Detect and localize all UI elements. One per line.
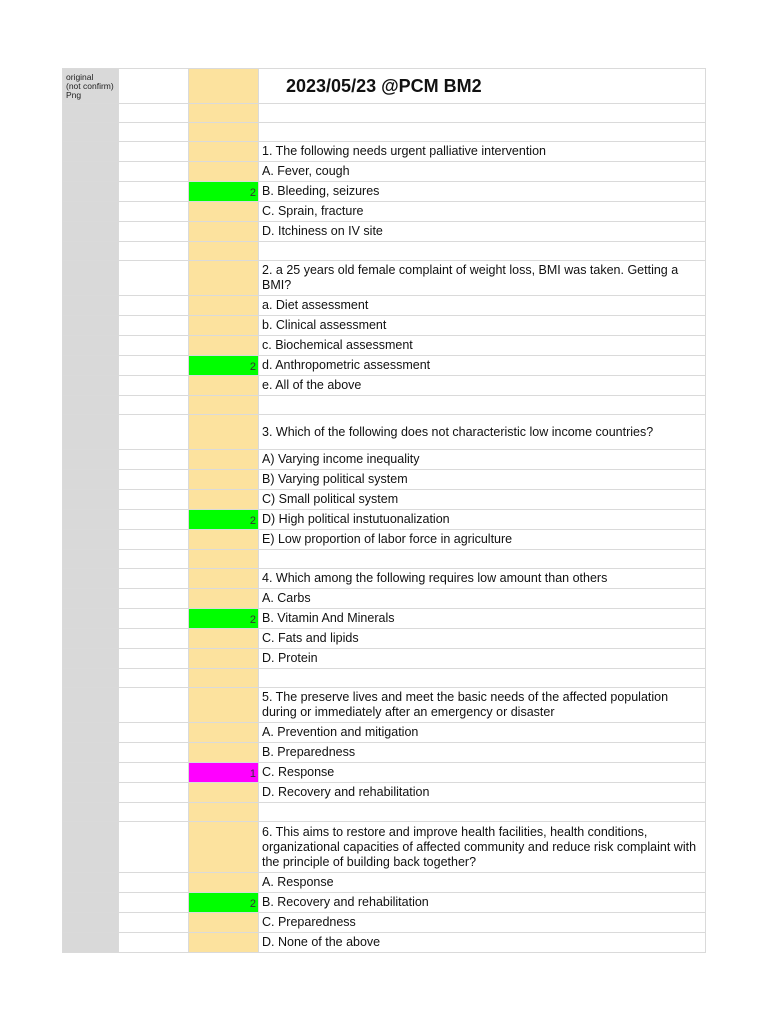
- cell-col-a[interactable]: [63, 470, 119, 490]
- cell-col-b[interactable]: [119, 162, 189, 182]
- question-cell[interactable]: [259, 913, 706, 933]
- cell-col-c[interactable]: [189, 415, 259, 450]
- question-text: B. Preparedness: [262, 745, 356, 759]
- cell-col-a[interactable]: [63, 822, 119, 873]
- question-cell[interactable]: [259, 743, 706, 763]
- cell-col-b[interactable]: [119, 589, 189, 609]
- cell-col-b[interactable]: [119, 530, 189, 550]
- table-row: [63, 396, 706, 415]
- question-text: 4. Which among the following requires low amount than others: [262, 571, 608, 585]
- answer-count: [256, 455, 258, 467]
- question-cell[interactable]: [259, 222, 706, 242]
- table-row: [63, 783, 706, 803]
- answer-count: [256, 207, 258, 219]
- question-cell[interactable]: [259, 396, 706, 415]
- answer-mark-cell[interactable]: [189, 510, 259, 530]
- header-cell-c[interactable]: [189, 69, 259, 104]
- question-cell[interactable]: [259, 182, 706, 202]
- cell-col-b[interactable]: [119, 569, 189, 589]
- question-cell[interactable]: [259, 649, 706, 669]
- answer-count: [256, 788, 258, 800]
- question-cell[interactable]: [259, 510, 706, 530]
- cell-col-b[interactable]: [119, 202, 189, 222]
- question-cell[interactable]: [259, 376, 706, 396]
- question-cell[interactable]: [259, 162, 706, 182]
- question-text: D. None of the above: [262, 935, 381, 949]
- table-row: [63, 569, 706, 589]
- question-cell[interactable]: [259, 783, 706, 803]
- cell-col-c[interactable]: [189, 261, 259, 296]
- cell-col-c[interactable]: [189, 530, 259, 550]
- question-cell[interactable]: [259, 873, 706, 893]
- cell-col-a[interactable]: [63, 142, 119, 162]
- table-row: [63, 763, 706, 783]
- cell-col-a[interactable]: [63, 202, 119, 222]
- question-cell[interactable]: [259, 688, 706, 723]
- question-cell[interactable]: [259, 123, 706, 142]
- cell-col-c[interactable]: [189, 589, 259, 609]
- cell-col-b[interactable]: [119, 688, 189, 723]
- answer-count: [256, 728, 258, 740]
- question-text: A. Fever, cough: [262, 164, 350, 178]
- cell-col-c[interactable]: [189, 470, 259, 490]
- cell-col-c[interactable]: [189, 649, 259, 669]
- table-row: [63, 803, 706, 822]
- cell-col-b[interactable]: [119, 763, 189, 783]
- question-text: e. All of the above: [262, 378, 362, 392]
- table-row: [63, 893, 706, 913]
- cell-col-b[interactable]: [119, 261, 189, 296]
- cell-col-a[interactable]: [63, 296, 119, 316]
- answer-count: [256, 748, 258, 760]
- question-cell[interactable]: [259, 550, 706, 569]
- table-row: [63, 530, 706, 550]
- cell-col-b[interactable]: [119, 629, 189, 649]
- answer-count: [256, 273, 258, 285]
- question-text: C. Fats and lipids: [262, 631, 359, 645]
- page-title: 2023/05/23 @PCM BM2: [286, 75, 482, 96]
- table-row: [63, 933, 706, 953]
- question-text: A. Prevention and mitigation: [262, 725, 419, 739]
- question-cell[interactable]: [259, 104, 706, 123]
- table-row: [63, 162, 706, 182]
- cell-col-b[interactable]: [119, 873, 189, 893]
- header-note: original (not confirm) Png: [66, 71, 114, 100]
- table-row: [63, 316, 706, 336]
- question-text: D. Protein: [262, 651, 318, 665]
- table-row: [63, 629, 706, 649]
- answer-mark-cell[interactable]: [189, 609, 259, 629]
- question-cell[interactable]: [259, 933, 706, 953]
- cell-col-c[interactable]: [189, 550, 259, 569]
- question-cell[interactable]: [259, 336, 706, 356]
- question-cell[interactable]: [259, 142, 706, 162]
- cell-col-b[interactable]: [119, 182, 189, 202]
- header-cell-b[interactable]: [119, 69, 189, 104]
- answer-count: [256, 673, 258, 685]
- spreadsheet-body: [63, 69, 706, 953]
- answer-mark-cell[interactable]: [189, 893, 259, 913]
- answer-count: [256, 554, 258, 566]
- table-row: [63, 182, 706, 202]
- table-row: [63, 470, 706, 490]
- answer-count: [256, 878, 258, 890]
- cell-col-b[interactable]: [119, 933, 189, 953]
- cell-col-b[interactable]: [119, 415, 189, 450]
- question-text: C. Preparedness: [262, 915, 356, 929]
- table-row: [63, 142, 706, 162]
- answer-count: [256, 167, 258, 179]
- cell-col-b[interactable]: [119, 669, 189, 688]
- question-text: 2. a 25 years old female complaint of weight loss, BMI was taken. Getting a BMI?: [262, 263, 679, 292]
- header-note-cell[interactable]: [63, 69, 119, 104]
- cell-col-a[interactable]: [63, 649, 119, 669]
- cell-col-b[interactable]: [119, 356, 189, 376]
- cell-col-b[interactable]: [119, 376, 189, 396]
- cell-col-c[interactable]: [189, 296, 259, 316]
- question-cell[interactable]: [259, 569, 706, 589]
- cell-col-a[interactable]: [63, 376, 119, 396]
- question-text: a. Diet assessment: [262, 298, 369, 312]
- question-cell[interactable]: [259, 669, 706, 688]
- question-text: E) Low proportion of labor force in agriculture: [262, 532, 513, 546]
- cell-col-b[interactable]: [119, 510, 189, 530]
- question-text: D) High political instutuonalization: [262, 512, 450, 526]
- table-row: [63, 510, 706, 530]
- question-text: 1. The following needs urgent palliative intervention: [262, 144, 546, 158]
- cell-col-a[interactable]: [63, 162, 119, 182]
- cell-col-c[interactable]: [189, 669, 259, 688]
- question-text: [259, 810, 705, 814]
- cell-col-a[interactable]: [63, 629, 119, 649]
- answer-count: [256, 108, 258, 120]
- question-cell[interactable]: [259, 202, 706, 222]
- question-cell[interactable]: [259, 723, 706, 743]
- answer-count: [256, 127, 258, 139]
- question-text: d. Anthropometric assessment: [262, 358, 431, 372]
- cell-col-a[interactable]: [63, 688, 119, 723]
- cell-col-a[interactable]: [63, 415, 119, 450]
- cell-col-a[interactable]: [63, 104, 119, 123]
- question-text: b. Clinical assessment: [262, 318, 387, 332]
- table-row: [63, 296, 706, 316]
- title-cell[interactable]: [259, 69, 706, 104]
- cell-col-b[interactable]: [119, 104, 189, 123]
- cell-col-a[interactable]: [63, 490, 119, 510]
- cell-col-b[interactable]: [119, 222, 189, 242]
- answer-count: [256, 147, 258, 159]
- cell-col-a[interactable]: [63, 550, 119, 569]
- answer-count: [256, 700, 258, 712]
- question-text: 5. The preserve lives and meet the basic needs of the affected population during or immediately after an emergency or disaster: [262, 690, 669, 719]
- cell-col-c[interactable]: [189, 569, 259, 589]
- table-row: [63, 222, 706, 242]
- answer-count: [256, 938, 258, 950]
- cell-col-b[interactable]: [119, 450, 189, 470]
- cell-col-c[interactable]: [189, 162, 259, 182]
- table-row: [63, 913, 706, 933]
- cell-col-b[interactable]: [119, 609, 189, 629]
- answer-count: 2: [249, 514, 256, 527]
- table-row: [63, 415, 706, 450]
- question-text: C. Sprain, fracture: [262, 204, 364, 218]
- answer-count: 2: [249, 897, 256, 910]
- cell-col-c[interactable]: [189, 336, 259, 356]
- table-row: [63, 609, 706, 629]
- cell-col-a[interactable]: [63, 530, 119, 550]
- cell-col-c[interactable]: [189, 933, 259, 953]
- cell-col-c[interactable]: [189, 142, 259, 162]
- answer-count: [256, 227, 258, 239]
- cell-col-a[interactable]: [63, 933, 119, 953]
- cell-col-b[interactable]: [119, 723, 189, 743]
- question-text: B. Recovery and rehabilitation: [262, 895, 429, 909]
- question-text: 6. This aims to restore and improve health facilities, health conditions, organizational capacities of affected community and reduce risk complaint with the principle of building back together?: [262, 824, 697, 869]
- question-text: [259, 676, 705, 680]
- spreadsheet-grid: [62, 68, 706, 953]
- question-cell[interactable]: [259, 470, 706, 490]
- cell-col-c[interactable]: [189, 222, 259, 242]
- table-row: [63, 873, 706, 893]
- cell-col-b[interactable]: [119, 242, 189, 261]
- question-cell[interactable]: [259, 415, 706, 450]
- answer-mark-cell[interactable]: [189, 182, 259, 202]
- cell-col-c[interactable]: [189, 450, 259, 470]
- cell-col-b[interactable]: [119, 803, 189, 822]
- table-row: [63, 723, 706, 743]
- question-text: B. Bleeding, seizures: [262, 184, 380, 198]
- table-row: [63, 822, 706, 873]
- table-row: [63, 336, 706, 356]
- table-row: [63, 261, 706, 296]
- answer-count: [256, 400, 258, 412]
- table-row: [63, 550, 706, 569]
- table-row: [63, 376, 706, 396]
- question-cell[interactable]: [259, 763, 706, 783]
- question-text: C. Response: [262, 765, 335, 779]
- question-text: A. Carbs: [262, 591, 311, 605]
- cell-col-a[interactable]: [63, 893, 119, 913]
- cell-col-b[interactable]: [119, 470, 189, 490]
- question-cell[interactable]: [259, 803, 706, 822]
- question-cell[interactable]: [259, 589, 706, 609]
- question-cell[interactable]: [259, 530, 706, 550]
- cell-col-a[interactable]: [63, 450, 119, 470]
- cell-col-c[interactable]: [189, 873, 259, 893]
- answer-count: [256, 475, 258, 487]
- cell-col-c[interactable]: [189, 803, 259, 822]
- table-row: [63, 743, 706, 763]
- answer-count: [256, 427, 258, 439]
- answer-count: 2: [249, 613, 256, 626]
- question-text: c. Biochemical assessment: [262, 338, 413, 352]
- cell-col-a[interactable]: [63, 803, 119, 822]
- table-row: [63, 669, 706, 688]
- question-text: D. Itchiness on IV site: [262, 224, 383, 238]
- answer-count: [256, 654, 258, 666]
- cell-col-a[interactable]: [63, 510, 119, 530]
- answer-count: 1: [249, 767, 256, 780]
- answer-count: [256, 301, 258, 313]
- cell-col-c[interactable]: [189, 242, 259, 261]
- cell-col-b[interactable]: [119, 649, 189, 669]
- cell-col-a[interactable]: [63, 609, 119, 629]
- answer-mark-cell[interactable]: [189, 356, 259, 376]
- answer-count: [256, 341, 258, 353]
- cell-col-a[interactable]: [63, 336, 119, 356]
- answer-count: [256, 381, 258, 393]
- cell-col-a[interactable]: [63, 913, 119, 933]
- question-cell[interactable]: [259, 261, 706, 296]
- cell-col-c[interactable]: [189, 723, 259, 743]
- answer-count: [256, 574, 258, 586]
- cell-col-b[interactable]: [119, 913, 189, 933]
- answer-count: [256, 842, 258, 854]
- answer-count: [256, 535, 258, 547]
- answer-count: [256, 321, 258, 333]
- cell-col-a[interactable]: [63, 242, 119, 261]
- answer-count: [256, 594, 258, 606]
- cell-col-b[interactable]: [119, 783, 189, 803]
- table-row: [63, 688, 706, 723]
- cell-col-a[interactable]: [63, 723, 119, 743]
- question-text: B) Varying political system: [262, 472, 408, 486]
- question-text: [259, 130, 705, 134]
- table-row: [63, 123, 706, 142]
- cell-col-a[interactable]: [63, 763, 119, 783]
- cell-col-b[interactable]: [119, 822, 189, 873]
- header-row: [63, 69, 706, 104]
- cell-col-c[interactable]: [189, 913, 259, 933]
- cell-col-a[interactable]: [63, 783, 119, 803]
- question-cell[interactable]: [259, 242, 706, 261]
- question-cell[interactable]: [259, 609, 706, 629]
- cell-col-c[interactable]: [189, 202, 259, 222]
- table-row: [63, 450, 706, 470]
- question-text: D. Recovery and rehabilitation: [262, 785, 430, 799]
- cell-col-a[interactable]: [63, 356, 119, 376]
- cell-col-c[interactable]: [189, 688, 259, 723]
- cell-col-c[interactable]: [189, 490, 259, 510]
- cell-col-a[interactable]: [63, 873, 119, 893]
- cell-col-a[interactable]: [63, 261, 119, 296]
- answer-count: [256, 807, 258, 819]
- cell-col-b[interactable]: [119, 743, 189, 763]
- cell-col-b[interactable]: [119, 296, 189, 316]
- cell-col-a[interactable]: [63, 396, 119, 415]
- cell-col-c[interactable]: [189, 316, 259, 336]
- cell-col-b[interactable]: [119, 336, 189, 356]
- cell-col-c[interactable]: [189, 123, 259, 142]
- table-row: [63, 242, 706, 261]
- cell-col-c[interactable]: [189, 104, 259, 123]
- cell-col-b[interactable]: [119, 550, 189, 569]
- cell-col-c[interactable]: [189, 376, 259, 396]
- cell-col-a[interactable]: [63, 123, 119, 142]
- cell-col-a[interactable]: [63, 569, 119, 589]
- cell-col-c[interactable]: [189, 396, 259, 415]
- cell-col-b[interactable]: [119, 396, 189, 415]
- question-text: C) Small political system: [262, 492, 399, 506]
- question-text: A. Response: [262, 875, 334, 889]
- cell-col-b[interactable]: [119, 490, 189, 510]
- cell-col-b[interactable]: [119, 893, 189, 913]
- question-cell[interactable]: [259, 893, 706, 913]
- question-text: B. Vitamin And Minerals: [262, 611, 395, 625]
- table-row: [63, 490, 706, 510]
- answer-count: [256, 495, 258, 507]
- table-row: [63, 649, 706, 669]
- question-cell[interactable]: [259, 822, 706, 873]
- table-row: [63, 104, 706, 123]
- answer-mark-cell[interactable]: [189, 763, 259, 783]
- question-cell[interactable]: [259, 316, 706, 336]
- cell-col-a[interactable]: [63, 182, 119, 202]
- cell-col-b[interactable]: [119, 142, 189, 162]
- cell-col-b[interactable]: [119, 123, 189, 142]
- answer-count: 2: [249, 186, 256, 199]
- answer-count: [256, 246, 258, 258]
- question-text: [259, 557, 705, 561]
- cell-col-a[interactable]: [63, 589, 119, 609]
- question-text: A) Varying income inequality: [262, 452, 420, 466]
- cell-col-a[interactable]: [63, 743, 119, 763]
- cell-col-c[interactable]: [189, 822, 259, 873]
- cell-col-a[interactable]: [63, 316, 119, 336]
- question-cell[interactable]: [259, 356, 706, 376]
- table-row: [63, 356, 706, 376]
- cell-col-b[interactable]: [119, 316, 189, 336]
- question-cell[interactable]: [259, 629, 706, 649]
- cell-col-a[interactable]: [63, 222, 119, 242]
- question-cell[interactable]: [259, 296, 706, 316]
- table-row: [63, 202, 706, 222]
- question-cell[interactable]: [259, 490, 706, 510]
- cell-col-c[interactable]: [189, 743, 259, 763]
- question-cell[interactable]: [259, 450, 706, 470]
- answer-count: 2: [249, 360, 256, 373]
- question-text: [259, 111, 705, 115]
- cell-col-c[interactable]: [189, 629, 259, 649]
- question-text: 3. Which of the following does not characteristic low income countries?: [262, 424, 654, 439]
- answer-count: [256, 918, 258, 930]
- table-row: [63, 589, 706, 609]
- question-text: [259, 249, 705, 253]
- cell-col-c[interactable]: [189, 783, 259, 803]
- cell-col-a[interactable]: [63, 669, 119, 688]
- answer-count: [256, 634, 258, 646]
- question-text: [259, 403, 705, 407]
